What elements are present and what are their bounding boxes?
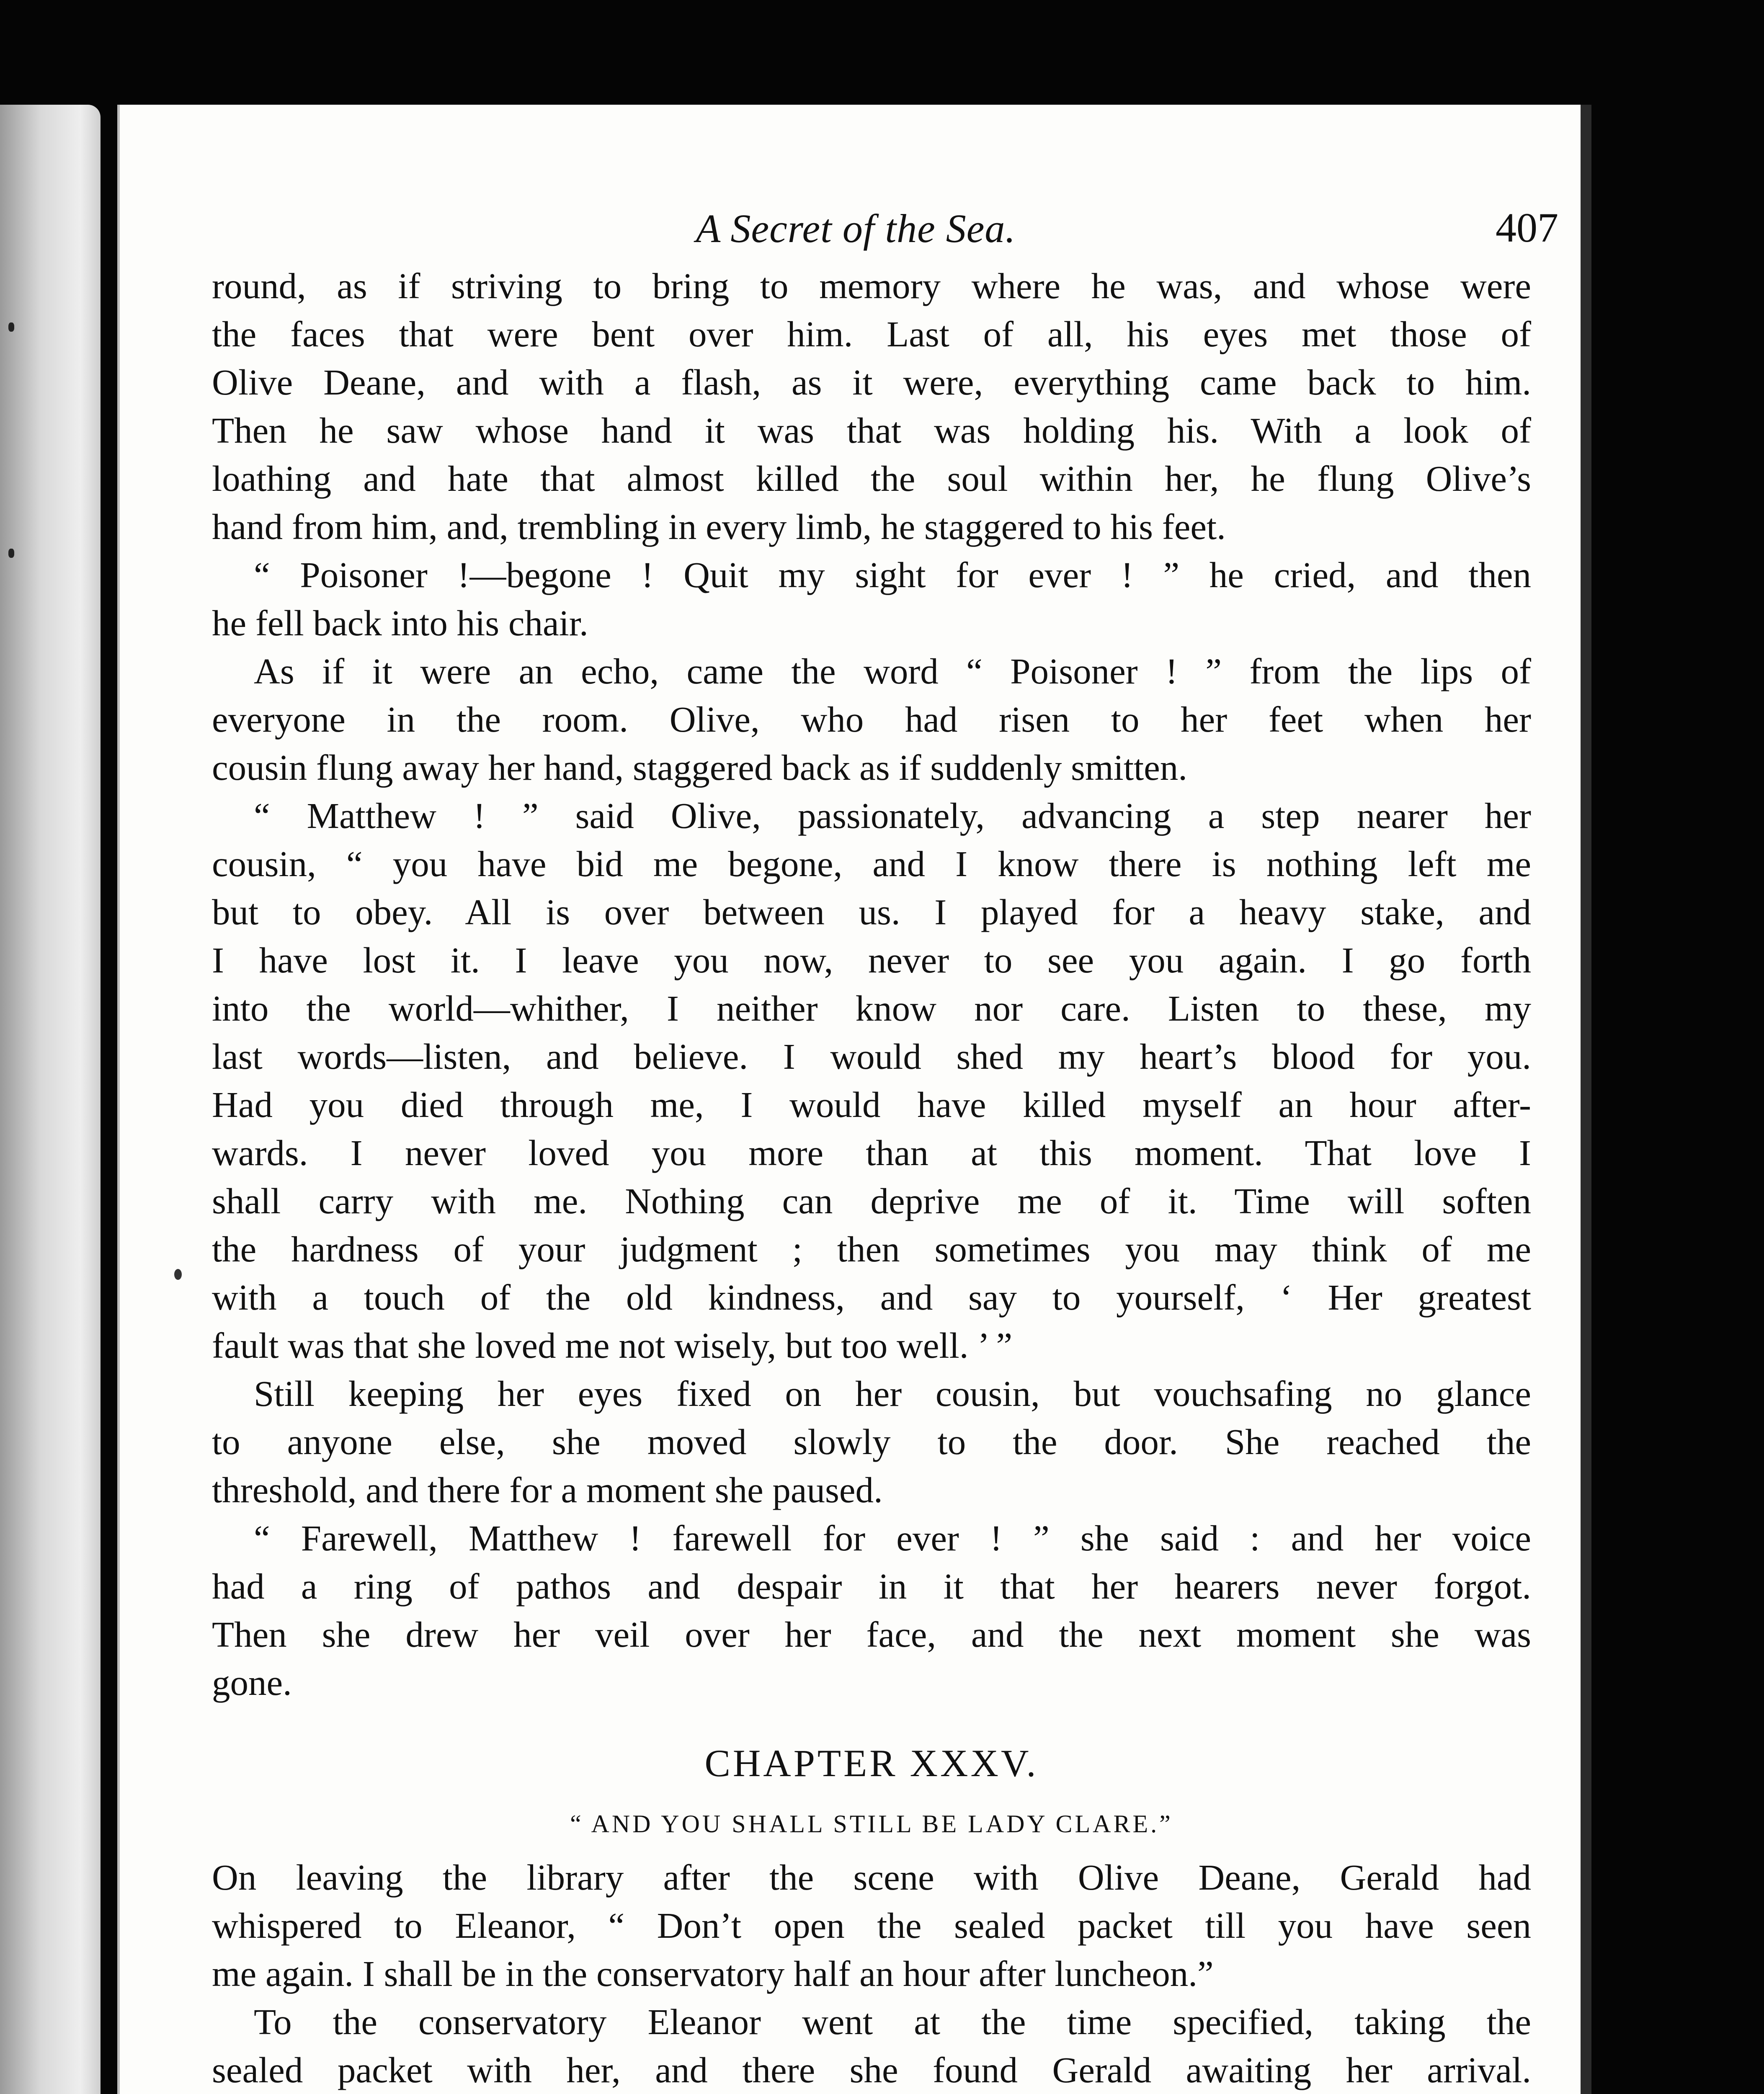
text-line: wards. I never loved you more than at this moment. That love I [212, 1132, 1531, 1173]
text-line: into the world—whither, I neither know nor care. Listen to these, my [212, 988, 1531, 1029]
text-line: Had you died through me, I would have killed myself an hour after- [212, 1084, 1531, 1125]
text-line: he fell back into his chair. [212, 603, 588, 643]
facing-page-edge [0, 105, 101, 2094]
text-line: last words—listen, and believe. I would shed my heart’s blood for you. [212, 1036, 1531, 1077]
facing-page-speck [8, 322, 14, 332]
text-line: Still keeping her eyes fixed on her cousin, but vouchsafing no glance [254, 1373, 1531, 1414]
page-speck [174, 1269, 182, 1280]
text-line: fault was that she loved me not wisely, but too well. ’ ” [212, 1325, 1013, 1366]
page-header [120, 205, 1592, 264]
text-line: the faces that were bent over him. Last of all, his eyes met those of [212, 314, 1531, 354]
text-line: threshold, and there for a moment she paused. [212, 1470, 883, 1510]
text-line: Then he saw whose hand it was that was holding his. With a look of [212, 410, 1531, 451]
text-line: To the conservatory Eleanor went at the time specified, taking the [254, 2001, 1531, 2042]
text-line: loathing and hate that almost killed the soul within her, he flung Olive’s [212, 458, 1531, 499]
text-line: everyone in the room. Olive, who had risen to her feet when her [212, 699, 1531, 740]
text-line: On leaving the library after the scene with Olive Deane, Gerald had [212, 1857, 1531, 1898]
text-line: cousin flung away her hand, staggered back as if suddenly smitten. [212, 747, 1188, 788]
text-line: with a touch of the old kindness, and say to yourself, ‘ Her greatest [212, 1277, 1531, 1318]
text-line: Olive Deane, and with a flash, as it were, everything came back to him. [212, 362, 1531, 402]
page-number: 407 [1496, 204, 1558, 251]
text-line: “ Matthew ! ” said Olive, passionately, advancing a step nearer her [254, 795, 1531, 836]
chapter-subtitle: “ AND YOU SHALL STILL BE LADY CLARE.” [570, 1810, 1173, 1838]
chapter-paragraphs [212, 1853, 1531, 2094]
text-line: hand from him, and, trembling in every limb, he staggered to his feet. [212, 506, 1226, 547]
text-line: shall carry with me. Nothing can deprive me of it. Time will soften [212, 1181, 1531, 1221]
text-line: but to obey. All is over between us. I played for a heavy stake, and [212, 892, 1531, 932]
facing-page-speck [8, 549, 14, 558]
text-line: me again. I shall be in the conservatory half an hour after luncheon.” [212, 1953, 1214, 1994]
book-page [117, 105, 1591, 2094]
text-line: gone. [212, 1662, 292, 1703]
text-line: whispered to Eleanor, “ Don’t open the sealed packet till you have seen [212, 1905, 1531, 1946]
text-line: Then she drew her veil over her face, and the next moment she was [212, 1614, 1531, 1655]
text-line: cousin, “ you have bid me begone, and I know there is nothing left me [212, 843, 1531, 884]
text-line: had a ring of pathos and despair in it that her hearers never forgot. [212, 1566, 1531, 1607]
text-line: I have lost it. I leave you now, never to see you again. I go forth [212, 940, 1531, 980]
chapter-heading: CHAPTER XXXV. [704, 1742, 1039, 1785]
page-text [212, 262, 1531, 2094]
text-line: “ Poisoner !—begone ! Quit my sight for ever ! ” he cried, and then [254, 554, 1531, 595]
text-line: As if it were an echo, came the word “ Poisoner ! ” from the lips of [254, 651, 1531, 691]
text-line: round, as if striving to bring to memory where he was, and whose were [212, 266, 1531, 306]
text-line: the hardness of your judgment ; then sometimes you may think of me [212, 1229, 1531, 1269]
text-line: to anyone else, she moved slowly to the door. She reached the [212, 1421, 1531, 1462]
text-line: sealed packet with her, and there she found Gerald awaiting her arrival. [212, 2050, 1531, 2090]
running-title: A Secret of the Sea. [696, 206, 1016, 251]
text-line: “ Farewell, Matthew ! farewell for ever ! ” she said : and her voice [254, 1518, 1531, 1558]
body-paragraphs [212, 262, 1531, 1707]
